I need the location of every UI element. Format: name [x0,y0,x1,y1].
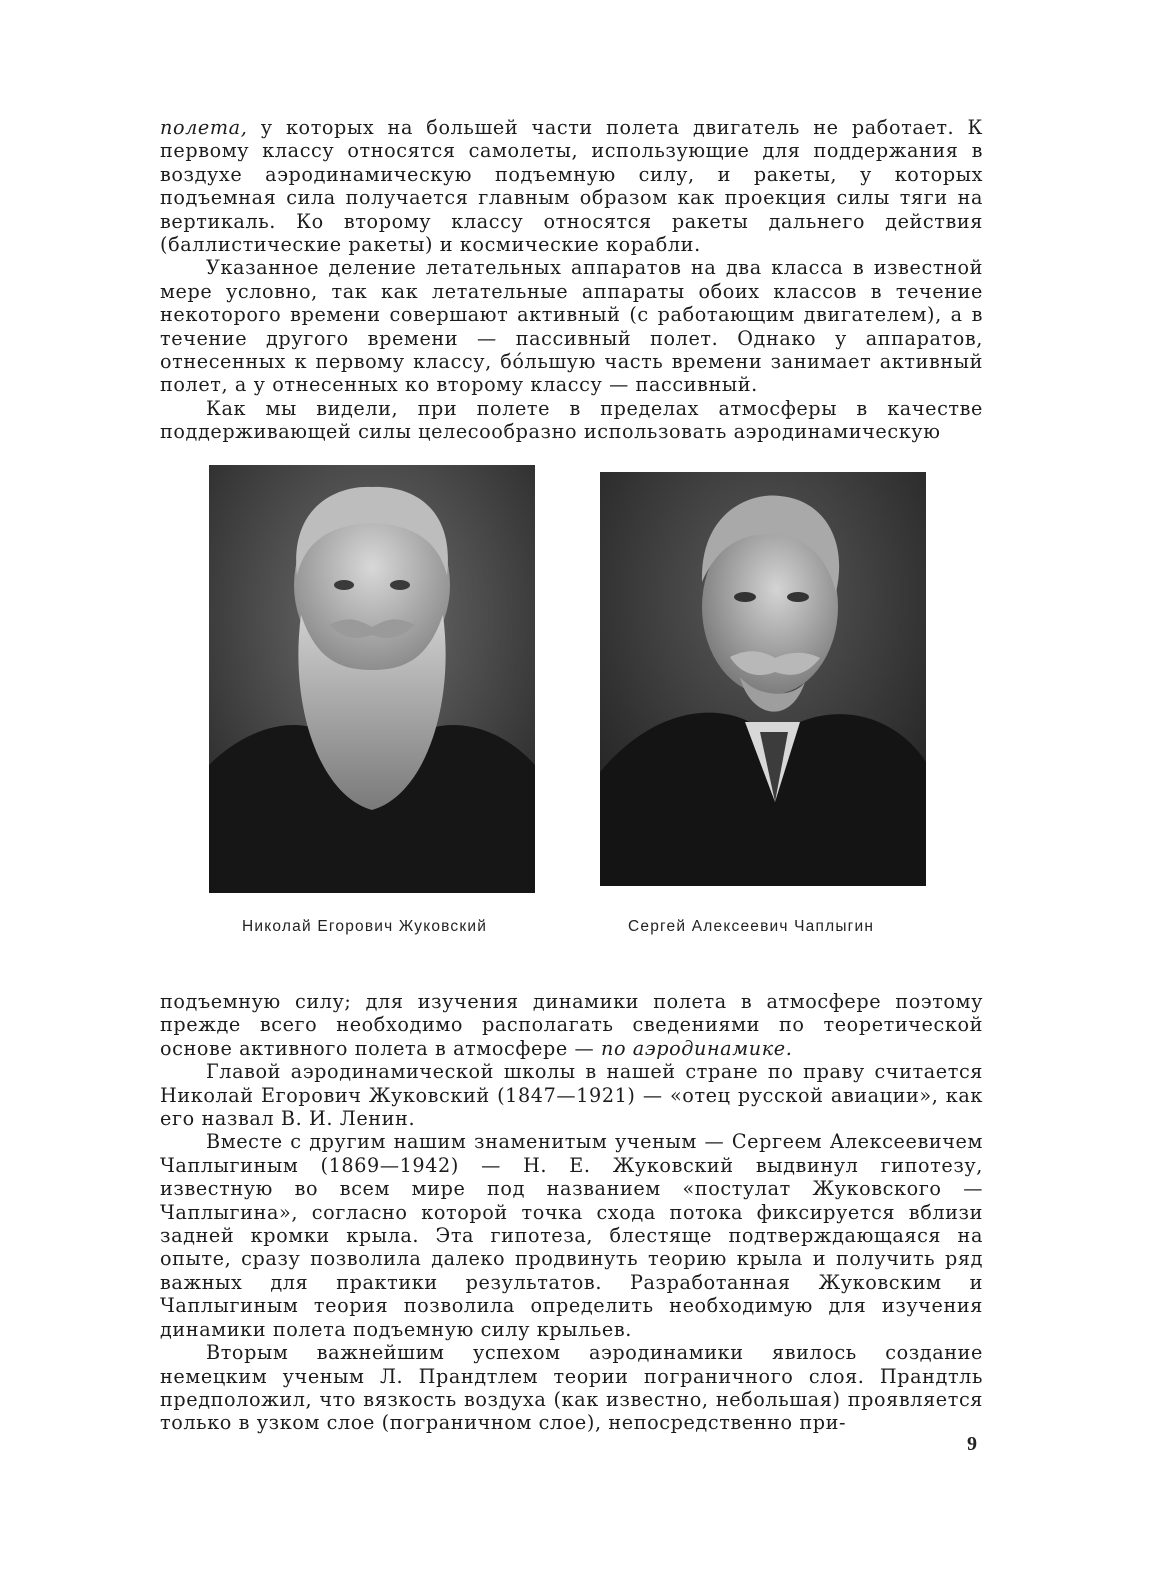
top-text-block [160,116,983,444]
paragraph-2: Указанное деление летательных аппаратов на два класса в известной мере условно, так как летательные аппараты обоих классов в течение некоторого времени совершают активный (с работающим двигателем), а в течение другого времени — пассивный полет. Однако у аппаратов, отнесенных к первому классу, бо́льшую часть времени занимает активный полет, а у отнесенных ко второму классу — пассивный. [160,256,983,397]
paragraph-1 [160,116,983,256]
paragraph-1-text: у которых на большей части полета двигатель не работает. К первому классу относятся самолеты, использующие для поддержания в воздухе аэродинамическую подъемную силу, и ракеты, у которых подъемная сила получается главным образом как проекция силы тяги на вертикаль. Ко второму классу относятся ракеты дальнего действия (баллистические ракеты) и космические корабли. [160,116,983,257]
portrait-chaplygin [600,472,926,886]
bottom-text-block [160,990,983,1435]
paragraph-3: Как мы видели, при полете в пределах атмосферы в качестве поддерживающей силы целесообразно использовать аэродинамическую [160,396,983,444]
paragraph-5: Главой аэродинамической школы в нашей стране по праву считается Николай Егорович Жуковский (1847—1921) — «отец русской авиации», как его назвал В. И. Ленин. [160,1060,983,1131]
portrait-zhukovsky [209,465,535,893]
italic-term: полета, [160,116,248,139]
paragraph-4 [160,990,983,1060]
italic-term: по аэродинамике. [601,1036,793,1060]
caption-chaplygin: Сергей Алексеевич Чаплыгин [628,918,875,935]
paragraph-4-text: подъемную силу; для изучения динамики полета в атмосфере поэтому прежде всего необходимо располагать сведениями по теоретической основе активного полета в атмосфере — [160,990,983,1060]
caption-zhukovsky: Николай Егорович Жуковский [242,918,488,935]
page-number: 9 [967,1433,977,1455]
portrait-zhukovsky-image [209,465,535,893]
paragraph-6: Вместе с другим нашим знаменитым ученым — Сергеем Алексеевичем Чаплыгиным (1869—1942) — Н. Е. Жуковский выдвинул гипотезу, известную во всем мире под названием «постулат Жуковского — Чаплыгина», согласно которой точка схода потока фиксируется вблизи задней кромки крыла. Эта гипотеза, блестяще подтверждающаяся на опыте, сразу позволила далеко продвинуть теорию крыла и получить ряд важных для практики результатов. Разработанная Жуковским и Чаплыгиным теория позволила определить необходимую для изучения динамики полета подъемную силу крыльев. [160,1130,983,1341]
portrait-chaplygin-image [600,472,926,886]
paragraph-7: Вторым важнейшим успехом аэродинамики явилось создание немецким ученым Л. Прандтлем теории пограничного слоя. Прандтль предположил, что вязкость воздуха (как известно, небольшая) проявляется только в узком слое (пограничном слое), непосредственно при- [160,1341,983,1435]
